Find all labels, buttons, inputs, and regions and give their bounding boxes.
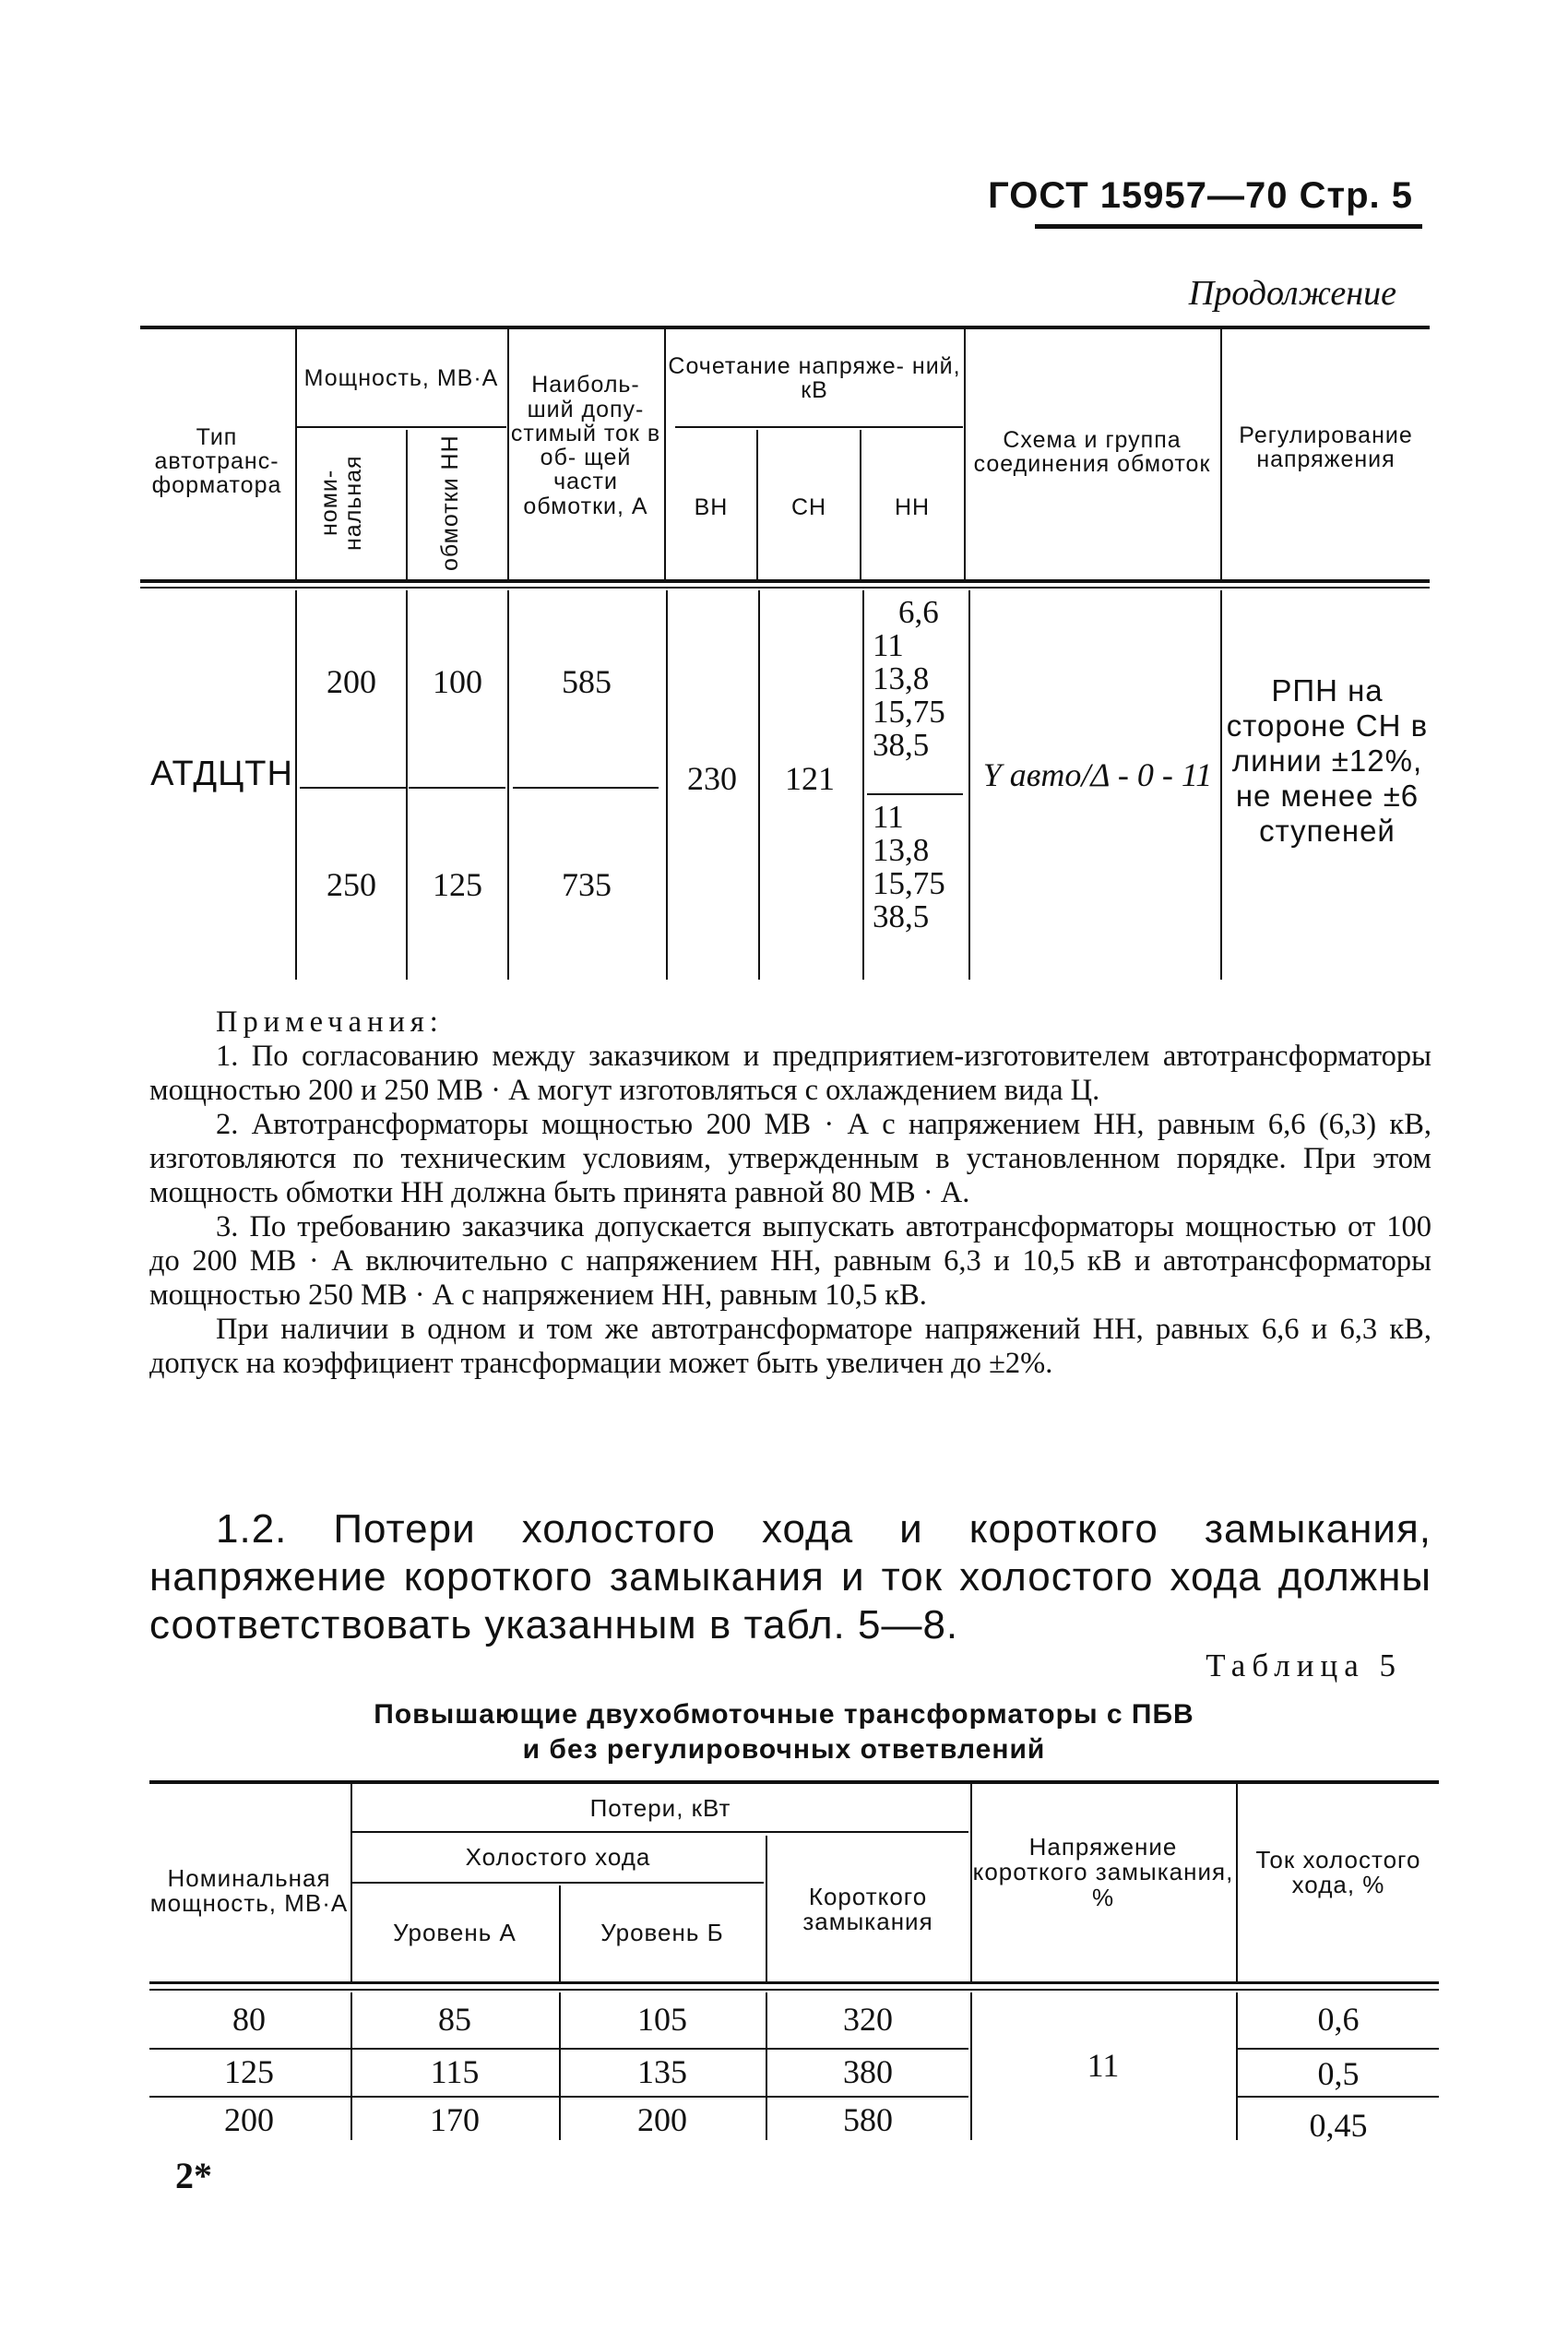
table5-cell-short-circuit: 380 [843,2053,893,2091]
table5-header-level-b: Уровень Б [600,1919,724,1947]
table5-cell-level-a: 115 [430,2053,480,2091]
table1-vrule-2 [406,430,408,580]
table1-mid-rule-c [513,787,659,789]
table5-cell-power: 80 [232,2001,266,2039]
continuation-label: Продолжение [1188,274,1396,313]
table5-cell-sc-voltage: 11 [1087,2047,1120,2085]
table1-cell-mv: 121 [785,760,835,798]
table5-cell-short-circuit: 320 [843,2001,893,2039]
table1-vrule-6b [862,590,864,980]
table1-vrule-2b [406,590,408,980]
lv-value: 38,5 [873,898,930,935]
lv-value: 11 [873,627,904,664]
table5-cell-level-a: 85 [438,2001,471,2039]
table1-header-power: Мощность, МВ·А [303,364,499,391]
table1-header-power-nominal: номи- нальная [315,455,366,551]
table1-vrule-7b [968,590,970,980]
lv-value: 15,75 [873,865,945,902]
lv-value: 11 [873,799,904,835]
table1-header-rule-1 [140,579,1430,583]
note-item: При наличии в одном и том же автотрансформаторе напряжений НН, равных 6,6 и 6,3 кВ, допуск на коэффициент трансформации может быть увеличен до ±2%. [149,1313,1431,1380]
lv-value: 13,8 [873,660,930,697]
table5-title-line2: и без регулировочных ответвлений [522,1734,1046,1765]
table5-cell-level-b: 105 [637,2001,687,2039]
table1-header-hv: ВН [694,494,729,520]
table1-vrule-3b [507,590,509,980]
table1-header-max-current: Наиболь- ший допу- стимый ток в об- щей части обмотки, А [510,372,661,519]
table1-power-subrule [297,426,506,428]
lv-value: 38,5 [873,727,930,764]
table1-voltage-subrule [675,426,963,428]
table1-top-rule [140,326,1430,329]
table5-cell-level-b: 135 [637,2053,687,2091]
table1-cell-power1: 200 [327,663,376,701]
table5-cell-level-b: 200 [637,2101,687,2139]
table5-header-level-a: Уровень А [393,1919,517,1947]
table1-lv-list-1 [873,596,945,762]
table5-cell-power: 125 [224,2053,274,2091]
lv-value: 6,6 [898,594,939,630]
table1-header-power-lv: обмотки НН [436,434,463,571]
table1-cell-power2-lv: 125 [433,866,482,904]
table1-mid-rule-a [300,787,406,789]
table1-mid-rule-d [867,793,963,795]
page-marker: 2* [175,2155,212,2196]
table1-cell-scheme: Y авто/Δ - 0 - 11 [982,756,1213,793]
table5-cell-short-circuit: 580 [843,2101,893,2139]
table5-row-rule-1b [1238,2048,1439,2050]
note-item: 2. Автотрансформаторы мощностью 200 МВ · А с напряжением НН, равным 6,6 (6,3) кВ, изготовляются по техническим условиям, утвержденным в установленном порядке. При этом мощность обмотки НН должна быть принята равной 80 МВ · А. [149,1108,1431,1209]
paragraph-1-2: 1.2. Потери холостого хода и короткого замыкания, напряжение короткого замыкания и ток холостого хода должны соответствовать указанным в табл. 5—8. [149,1506,1431,1647]
table5-header-rule-1 [149,1981,1439,1984]
table1-header-mv: СН [790,494,827,520]
table5-header-sc-voltage: Напряжение короткого замыкания, % [972,1833,1234,1911]
table5-header-short-circuit: Короткого замыкания [802,1882,933,1935]
table1-mid-rule-b [409,787,505,789]
table5-header-rule-2 [149,1989,1439,1991]
table1-header-voltages: Сочетание напряже- ний, кВ [668,352,961,403]
notes-title: Примечания: [216,1005,444,1039]
table5-cell-power: 200 [224,2101,274,2139]
table1-header-lv: НН [894,494,931,520]
notes-block [149,1005,1431,1381]
table5-header-noload: Холостого хода [465,1843,651,1872]
table5-rule-losses [350,1831,968,1833]
table5-header-noload-current: Ток холостого хода, % [1255,1845,1421,1898]
table1-lv-list-2 [873,801,945,934]
table1-cell-power1-lv: 100 [433,663,482,701]
table5-cell-current: 0,45 [1309,2107,1368,2145]
table5-top-rule [149,1780,1439,1784]
lv-value: 15,75 [873,694,945,731]
table5-cell-level-a: 170 [430,2101,480,2139]
table5-rule-noload [350,1882,764,1884]
lv-value: 13,8 [873,832,930,869]
table1-header-scheme: Схема и группа соединения обмоток [973,426,1211,477]
page-header-title: ГОСТ 15957—70 Стр. 5 [988,175,1413,216]
table1-header-type: Тип автотранс- форматора [151,423,282,499]
table5-header-power: Номинальная мощность, МВ·А [149,1863,349,1917]
table5-title-line1: Повышающие двухобмоточные трансформаторы с ПБВ [374,1699,1194,1730]
table5-title [0,1697,1568,1767]
table1-cell-type: АТДЦТН [150,755,293,794]
table5-cell-current: 0,6 [1317,2001,1360,2039]
table1-cell-current1: 585 [562,663,612,701]
table1-header-rule-2 [140,587,1430,589]
table1-cell-current2: 735 [562,866,612,904]
table1-cell-regulation: РПН на стороне СН в линии ±12%, не менее ±6 ступеней [1226,673,1429,848]
table5-cell-current: 0,5 [1317,2055,1360,2093]
header-rule [1035,224,1422,229]
note-item: 3. По требованию заказчика допускается выпускать автотрансформаторы мощностью от 100 до 200 МВ · А включительно с напряжением НН, равным 6,3 и 10,5 кВ и автотрансформаторы мощностью 250 МВ · А с напряжением НН, равным 10,5 кВ. [149,1210,1431,1312]
table5-label: Таблица 5 [1206,1647,1402,1683]
table1-header-regulation: Регулирование напряжения [1239,422,1413,472]
table1-cell-hv: 230 [687,760,737,798]
table5-header-losses: Потери, кВт [589,1794,731,1823]
table1-cell-power2: 250 [327,866,376,904]
note-item: 1. По согласованию между заказчиком и предприятием-изготовителем автотрансформаторы мощностью 200 и 250 МВ · А могут изготовляться с охлаждением вида Ц. [149,1040,1431,1107]
